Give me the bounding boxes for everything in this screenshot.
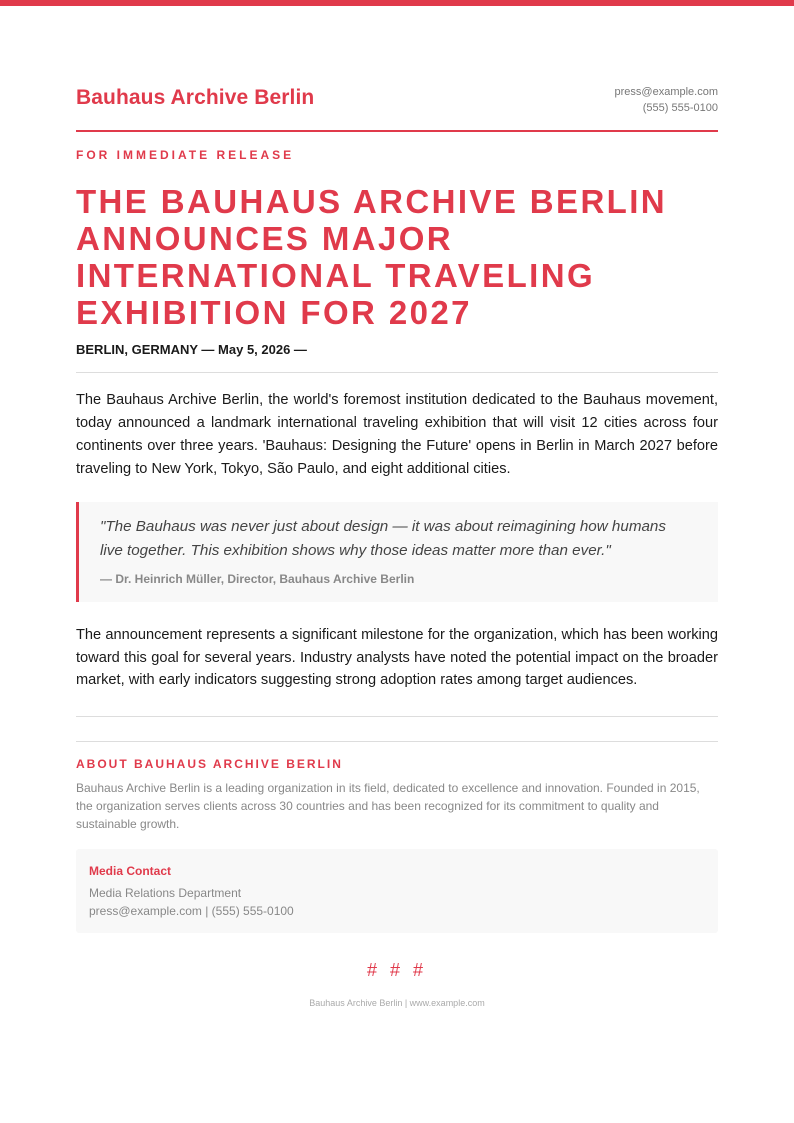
divider [76, 741, 718, 742]
organization-name: Bauhaus Archive Berlin [76, 86, 315, 109]
end-mark: # # # [366, 960, 428, 980]
about-heading: ABOUT BAUHAUS ARCHIVE BERLIN [76, 757, 343, 771]
letterhead [76, 84, 718, 132]
media-contact-details: press@example.com | (555) 555-0100 [89, 904, 294, 918]
headline: THE BAUHAUS ARCHIVE BERLIN ANNOUNCES MAJOR INTERNATIONAL TRAVELING EXHIBITION FOR 2027 [76, 183, 668, 331]
body-paragraph-1: The Bauhaus Archive Berlin, the world's foremost institution dedicated to the Bauhaus movement, today announced a landmark international traveling exhibition that will visit 12 cities across four continents over three years. 'Bauhaus: Designing the Future' opens in Berlin in March 2027 before traveling to New York, Tokyo, São Paulo, and eight additional cities. [76, 392, 718, 477]
media-contact-department: Media Relations Department [89, 886, 242, 900]
divider [76, 372, 718, 373]
media-contact-title: Media Contact [89, 864, 172, 878]
release-label: FOR IMMEDIATE RELEASE [76, 148, 295, 162]
header-phone: (555) 555-0100 [642, 102, 718, 114]
body-paragraph-2: The announcement represents a significant milestone for the organization, which has been working toward this goal for several years. Industry analysts have noted the potential impact on the broader market, with early indicators suggesting strong adoption rates among target audiences. [76, 627, 718, 688]
pull-quote [76, 502, 718, 602]
dateline: BERLIN, GERMANY — May 5, 2026 — [76, 342, 307, 357]
top-accent-bar [0, 0, 794, 6]
header-email-link[interactable]: press@example.com [614, 86, 718, 98]
footer: Bauhaus Archive Berlin | www.example.com [309, 998, 485, 1008]
quote-text: "The Bauhaus was never just about design — it was about reimagining how humans live together. This exhibition shows why those ideas matter more than ever." [100, 518, 666, 559]
quote-attribution: — Dr. Heinrich Müller, Director, Bauhaus Archive Berlin [100, 572, 415, 586]
header-contact [615, 84, 718, 116]
media-contact-box [76, 849, 718, 933]
divider [76, 716, 718, 717]
about-text: Bauhaus Archive Berlin is a leading organization in its field, dedicated to excellence and innovation. Founded in 2015, the organization serves clients across 30 countries and has been recognized for its commitment to quality and sustainable growth. [76, 781, 700, 831]
